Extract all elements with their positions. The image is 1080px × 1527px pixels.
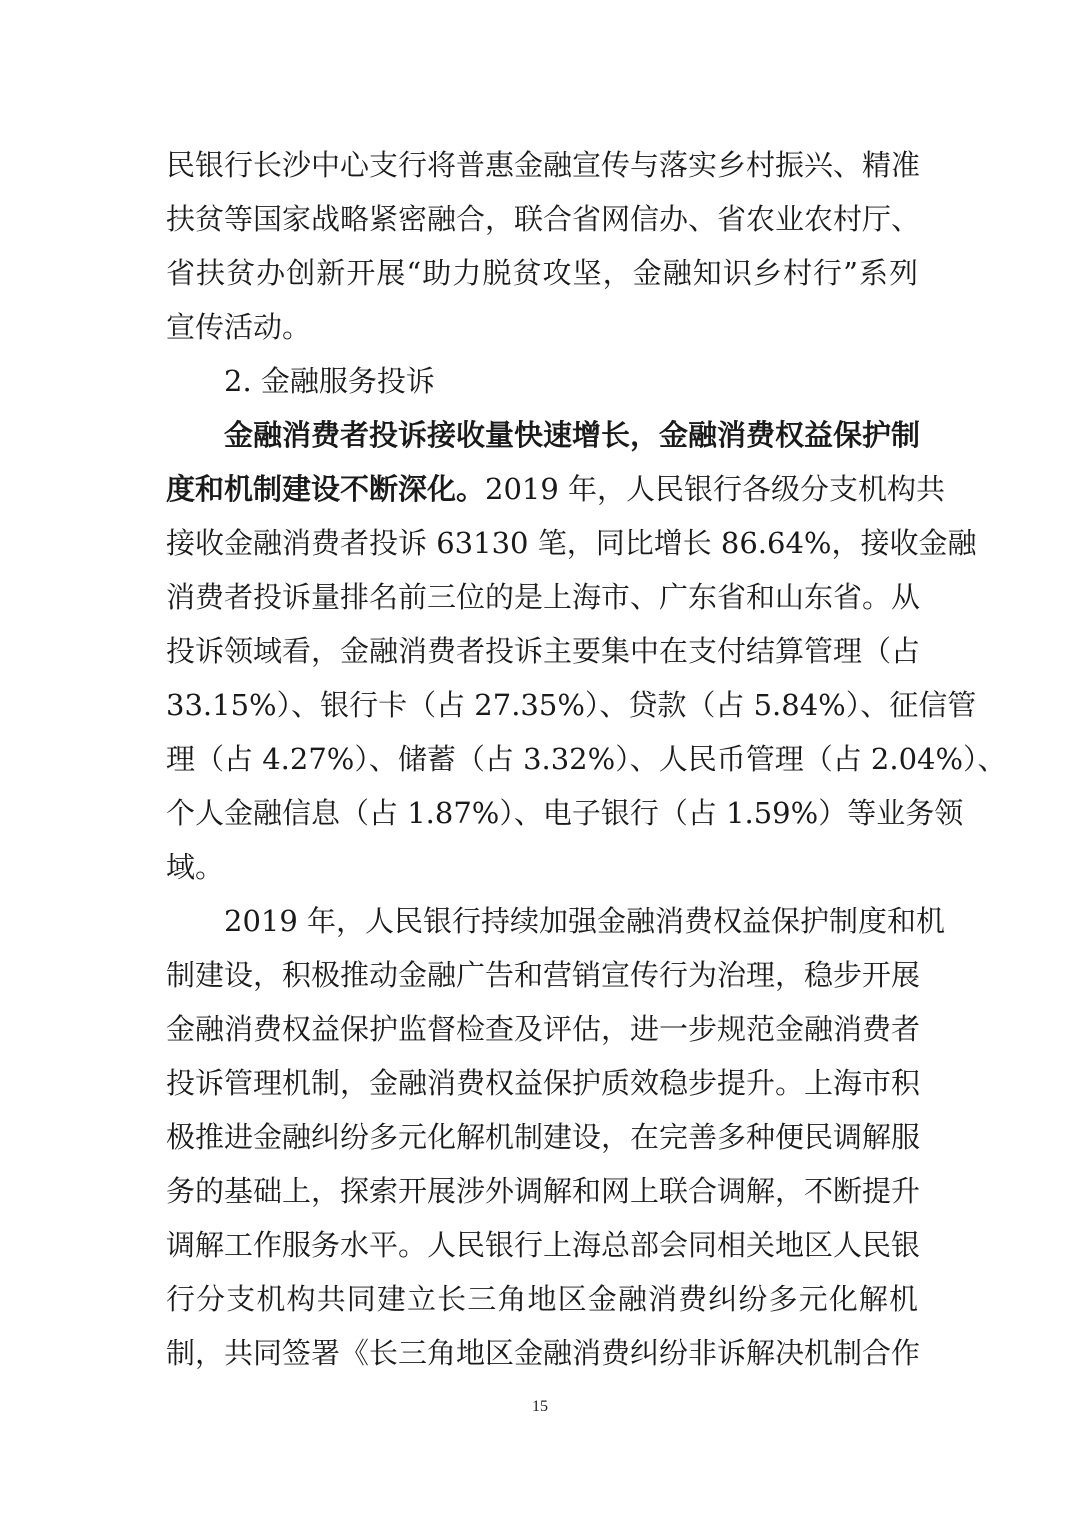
paragraph-2-line-7: 理（占 4.27%）、储蓄（占 3.32%）、人民币管理（占 2.04%）、 xyxy=(166,742,1007,776)
paragraph-2-line-5: 投诉领域看，金融消费者投诉主要集中在支付结算管理（占 xyxy=(166,634,921,668)
paragraph-2-line-2 xyxy=(166,462,946,516)
paragraph-3-line-2: 制建设，积极推动金融广告和营销宣传行为治理，稳步开展 xyxy=(166,958,921,992)
paragraph-3-line-5: 极推进金融纠纷多元化解机制建设，在完善多种便民调解服 xyxy=(166,1120,921,1154)
paragraph-2-line-4: 消费者投诉量排名前三位的是上海市、广东省和山东省。从 xyxy=(166,580,921,614)
paragraph-2-line-6: 33.15%）、银行卡（占 27.35%）、贷款（占 5.84%）、征信管 xyxy=(166,688,977,722)
paragraph-1-line-1: 民银行长沙中心支行将普惠金融宣传与落实乡村振兴、精准 xyxy=(166,148,921,182)
paragraph-3-line-1: 2019 年，人民银行持续加强金融消费权益保护制度和机 xyxy=(224,904,946,938)
paragraph-2-line-2-rest: 2019 年，人民银行各级分支机构共 xyxy=(485,472,946,506)
paragraph-1-line-2: 扶贫等国家战略紧密融合，联合省网信办、省农业农村厅、 xyxy=(166,202,921,236)
paragraph-2-line-9: 域。 xyxy=(166,850,225,884)
paragraph-1-line-4: 宣传活动。 xyxy=(166,310,312,344)
paragraph-3-line-4: 投诉管理机制，金融消费权益保护质效稳步提升。上海市积 xyxy=(166,1066,921,1100)
paragraph-2-line-3: 接收金融消费者投诉 63130 笔，同比增长 86.64%，接收金融 xyxy=(166,526,977,560)
paragraph-2-bold-lead-1: 金融消费者投诉接收量快速增长，金融消费权益保护制 xyxy=(224,418,921,452)
paragraph-2-line-8: 个人金融信息（占 1.87%）、电子银行（占 1.59%）等业务领 xyxy=(166,796,964,830)
paragraph-2-bold-lead-2: 度和机制建设不断深化。 xyxy=(166,472,486,506)
paragraph-3-line-3: 金融消费权益保护监督检查及评估，进一步规范金融消费者 xyxy=(166,1012,921,1046)
paragraph-3-line-8: 行分支机构共同建立长三角地区金融消费纠纷多元化解机 xyxy=(166,1282,918,1316)
paragraph-3-line-9: 制，共同签署《长三角地区金融消费纠纷非诉解决机制合作 xyxy=(166,1336,921,1370)
paragraph-2-line-1 xyxy=(166,408,921,462)
paragraph-1-line-3: 省扶贫办创新开展“助力脱贫攻坚，金融知识乡村行”系列 xyxy=(166,256,918,290)
paragraph-3-line-6: 务的基础上，探索开展涉外调解和网上联合调解，不断提升 xyxy=(166,1174,921,1208)
section-heading: 2. 金融服务投诉 xyxy=(224,364,435,398)
page-number: 15 xyxy=(532,1398,548,1415)
paragraph-3-line-7: 调解工作服务水平。人民银行上海总部会同相关地区人民银 xyxy=(166,1228,921,1262)
body-text xyxy=(166,138,1007,1380)
